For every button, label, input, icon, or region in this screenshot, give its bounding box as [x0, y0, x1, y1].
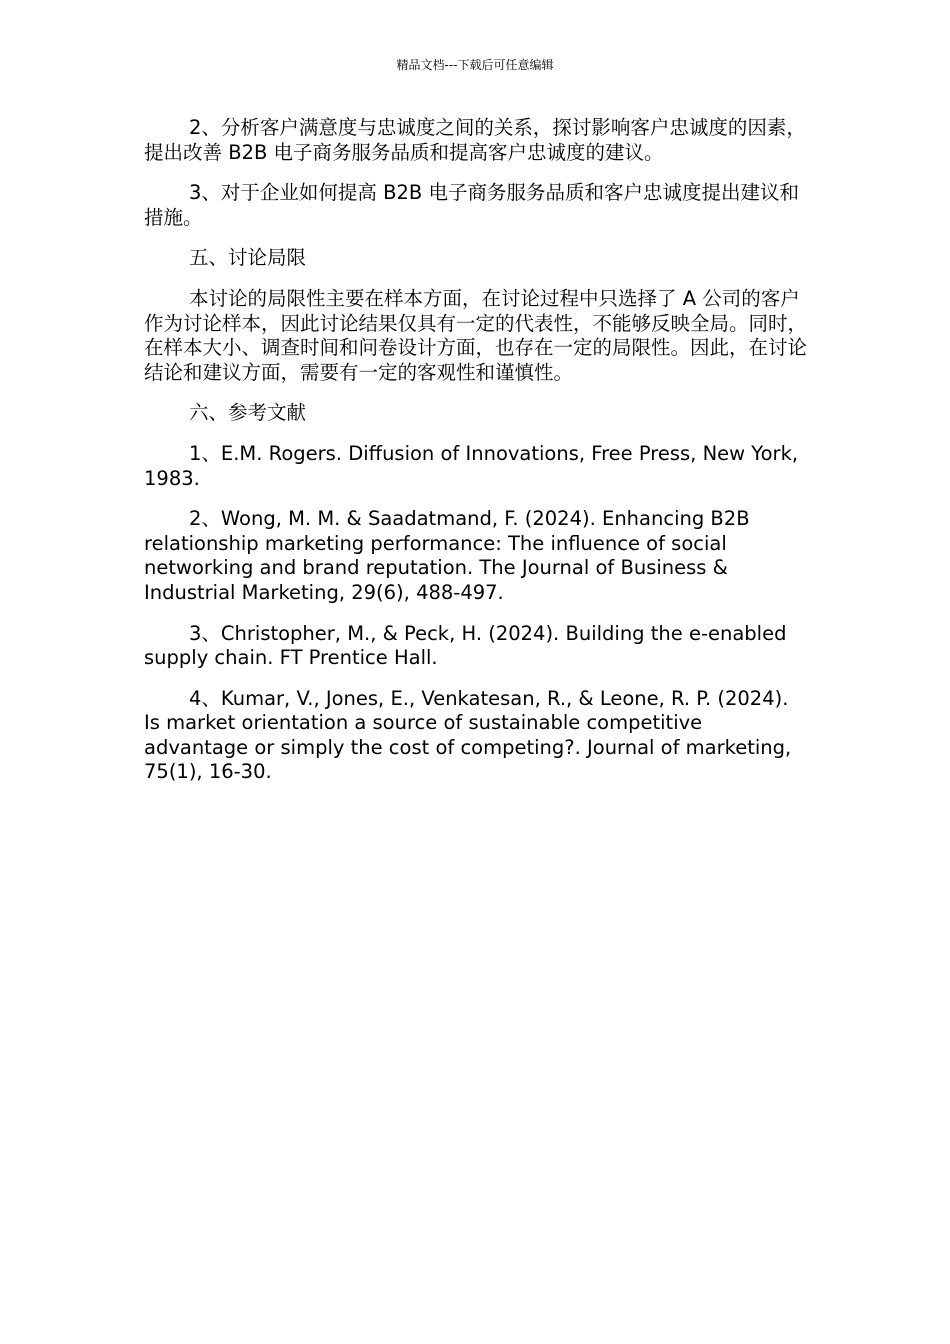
- reference-item-3: 3、Christopher, M., & Peck, H. (2024). Building the e-enabled supply chain. FT Prentice Hall.: [144, 621, 787, 670]
- objective-2-paragraph: 2、分析客户满意度与忠诚度之间的关系，探讨影响客户忠诚度的因素，提出改善 B2B 电子商务服务品质和提高客户忠诚度的建议。: [144, 116, 806, 164]
- document-body: [144, 116, 810, 801]
- reference-item-2: 2、Wong, M. M. & Saadatmand, F. (2024). Enhancing B2B relationship marketing performance: The influence of social networking and brand reputation. The Journal of Business & Industrial Marketing, 29(6), 488-497.: [144, 507, 750, 604]
- reference-item-4: 4、Kumar, V., Jones, E., Venkatesan, R., & Leone, R. P. (2024). Is market orientation a source of sustainable competitive advantage or simply the cost of competing?. Journal of marketing, 75(1), 16-30.: [144, 686, 792, 784]
- section-heading-limitations: 五、讨论局限: [189, 246, 307, 270]
- page-header: 精品文档---下载后可任意编辑: [396, 58, 554, 72]
- objective-3-paragraph: 3、对于企业如何提高 B2B 电子商务服务品质和客户忠诚度提出建议和措施。: [144, 181, 799, 229]
- reference-item-1: 1、E.M. Rogers. Diffusion of Innovations, Free Press, New York, 1983.: [144, 441, 799, 490]
- section-heading-references: 六、参考文献: [189, 401, 307, 425]
- limitations-paragraph: 本讨论的局限性主要在样本方面，在讨论过程中只选择了 A 公司的客户作为讨论样本，因此讨论结果仅具有一定的代表性，不能够反映全局。同时，在样本大小、调查时间和问卷设计方面，也存在一定的局限性。因此，在讨论结论和建议方面，需要有一定的客观性和谨慎性。: [144, 286, 808, 384]
